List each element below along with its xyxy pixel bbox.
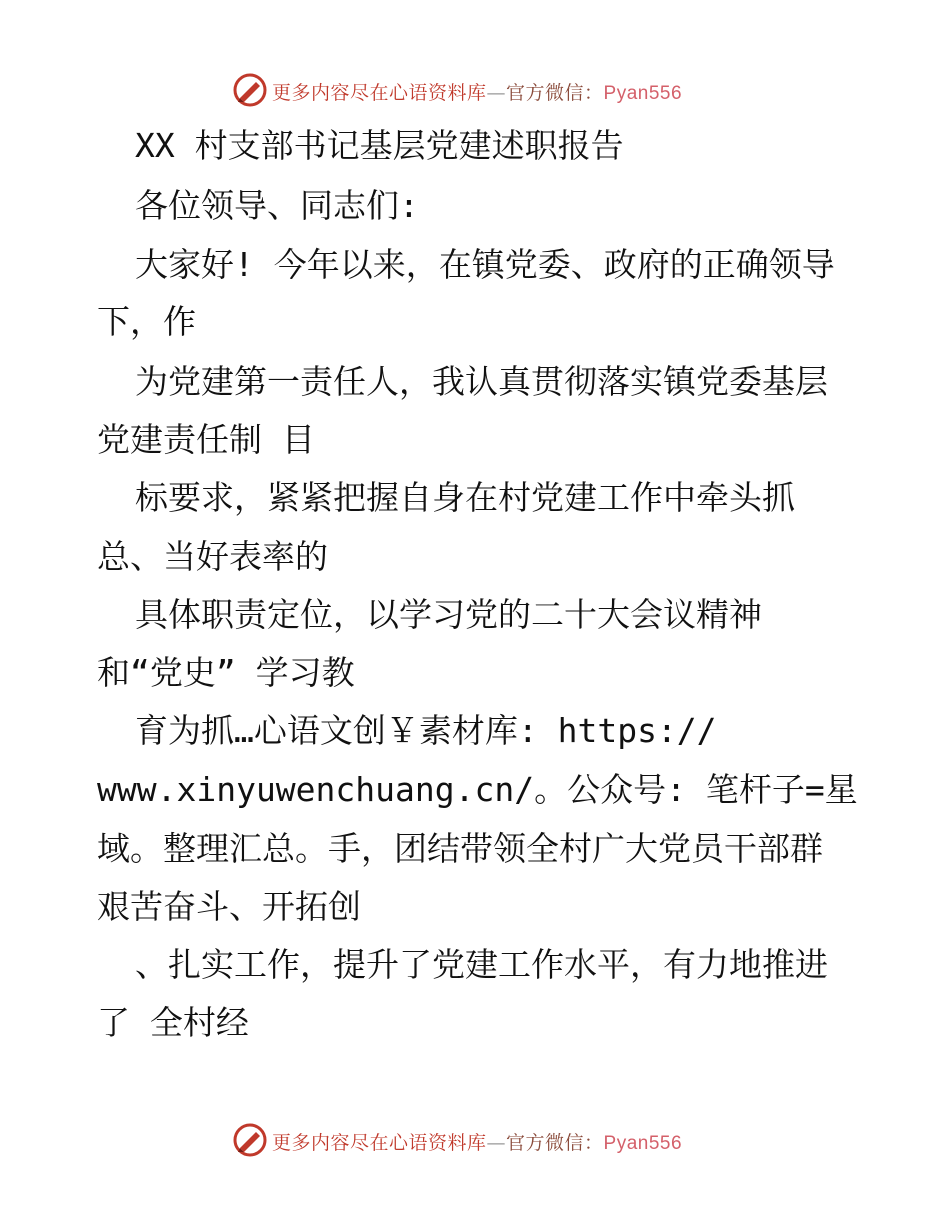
watermark-dash: — [486, 82, 507, 104]
watermark-wechat-id: Pyan556 [603, 83, 683, 104]
watermark-brand: 更多内容尽在心语资料库 [272, 82, 487, 104]
watermark-brand: 更多内容尽在心语资料库 [272, 1132, 487, 1154]
text-line: 、扎实工作，提升了党建工作水平，有力地推进 [135, 945, 828, 984]
watermark-wechat-id: Pyan556 [603, 1133, 683, 1154]
text-line: 大家好! 今年以来，在镇党委、政府的正确领导 [135, 245, 835, 284]
text-line: 了 全村经 [97, 1003, 249, 1042]
text-line: 总、当好表率的 [97, 537, 328, 576]
text-line: 域。整理汇总。手，团结带领全村广大党员干部群 [97, 829, 823, 868]
watermark-label: 官方微信： [506, 1132, 604, 1154]
watermark-text [272, 1128, 682, 1155]
pen-logo-icon [232, 72, 268, 108]
footer-watermark-banner [0, 1120, 950, 1160]
watermark-dash: — [486, 1132, 507, 1154]
text-line: 艰苦奋斗、开拓创 [97, 887, 361, 926]
text-line: 和“党史” 学习教 [97, 653, 355, 692]
text-line: 育为抓…心语文创￥素材库: https:// [135, 711, 717, 750]
text-line: 下，作 [97, 302, 196, 341]
text-line: 党建责任制 目 [97, 420, 315, 459]
pen-logo-icon [232, 1122, 268, 1158]
watermark-label: 官方微信： [506, 82, 604, 104]
text-line: www.xinyuwenchuang.cn/。公众号: 笔杆子=星 [97, 770, 858, 809]
text-line: 具体职责定位，以学习党的二十大会议精神 [135, 595, 762, 634]
header-watermark-banner [0, 70, 950, 110]
watermark-text [272, 78, 682, 105]
document-title: XX 村支部书记基层党建述职报告 [135, 126, 624, 165]
text-line: 标要求，紧紧把握自身在村党建工作中牵头抓 [135, 478, 795, 517]
text-line: 为党建第一责任人，我认真贯彻落实镇党委基层 [135, 362, 828, 401]
text-line: 各位领导、同志们: [135, 186, 419, 225]
